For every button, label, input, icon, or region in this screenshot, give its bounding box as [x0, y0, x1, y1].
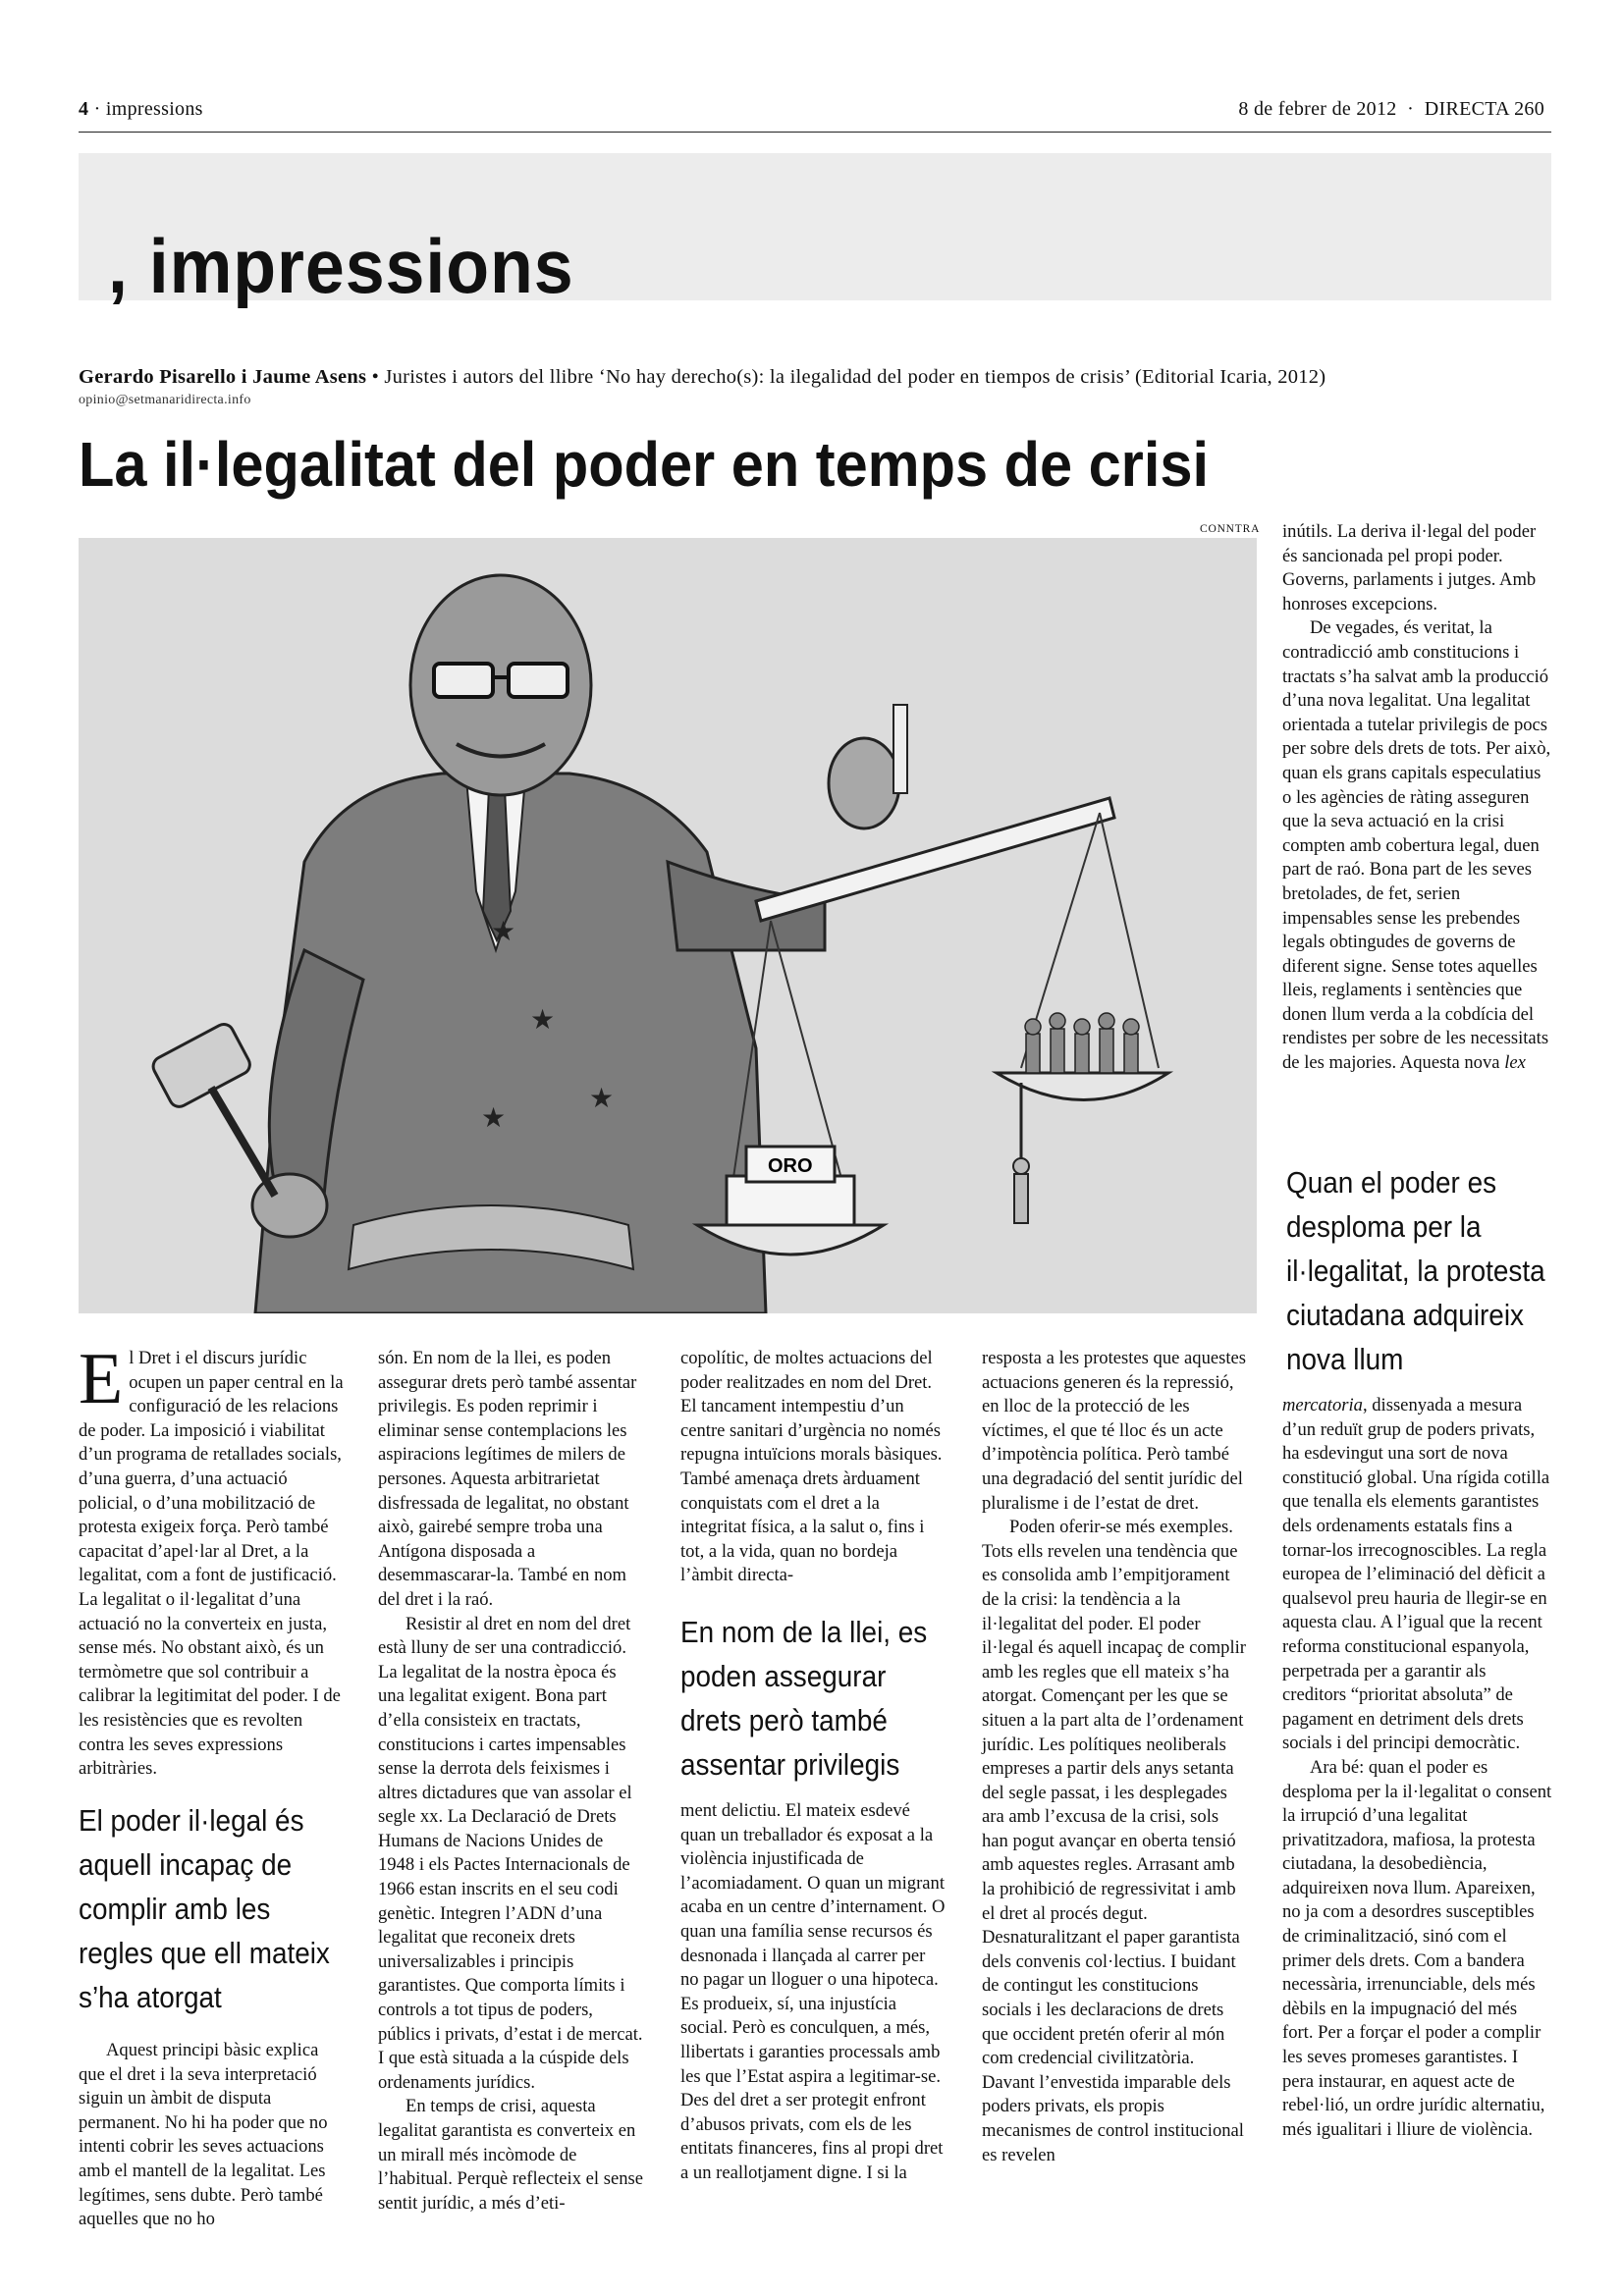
article-column-5 — [1282, 520, 1552, 1076]
svg-text:★: ★ — [481, 1103, 507, 1134]
article-column-5b — [1282, 1394, 1552, 2142]
col4-paragraph-2: Poden oferir-se més exemples. Tots ells revelen una tendència que es consolida amb l’empitjorament de la crisi: la tendència a la il·legalitat del poder. El poder il·legal és aquell incapaç de complir amb les regles que ell mateix s’ha atorgat. Començant per les que se situen a la part alta de l’ordenament jurídic. Les polítiques neoliberals empreses a partir dels anys setanta del segle passat, i les desplegades ara amb l’excusa de la crisi, sols han pogut avançar en oberta tensió amb aquestes regles. Arrasant amb la prohibició de regressivitat i amb el dret al procés degut. Desnaturalitzant el paper garantista dels convenis col·lectius. I buidant de contingut les constitucions socials i les declaracions de drets que occident pretén oferir al món com credencial civilitzatòria. Davant l’envestida imparable dels poders privats, els propis mecanismes de control institucional es revelen — [982, 1517, 1246, 2165]
article-column-2 — [378, 1347, 643, 2216]
illustration — [79, 538, 1257, 1313]
col1-paragraph-2: Aquest principi bàsic explica que el dret i la seva interpretació siguin un àmbit de disputa permanent. No hi ha poder que no intenti cobrir les seves actuacions amb el mantell de la legalitat. Les legítimes, sens dubte. Però també aquelles que no ho — [79, 2040, 328, 2230]
article-headline: La il·legalitat del poder en temps de crisi — [79, 429, 1210, 500]
col5-paragraph-3: Ara bé: quan el poder es desploma per la il·legalitat o consent la irrupció d’una legalitat privatitzadora, mafiosa, la protesta ciutadana, la desobediència, adquireixen nova llum. Apareixen, no ja com a desordres susceptibles de criminalització, sinó com el primer dels drets. Com a bandera necessària, irrenunciable, dels més dèbils en la impugnació del més fort. Per a forçar el poder a complir les seves promeses garantistes. I pera instaurar, en aquest acte de rebel·lió, un ordre jurídic alternatiu, més igualitari i lliure de violència. — [1282, 1756, 1552, 2140]
article-column-1b — [79, 2039, 344, 2232]
col2-paragraph-3: En temps de crisi, aquesta legalitat garantista es converteix en un mirall més incòmode de l’habitual. Perquè reflecteix el sense sentit jurídic, a més d’eti- — [378, 2096, 644, 2214]
gold-bar-label: ORO — [768, 1155, 813, 1177]
col2-paragraph-1: són. En nom de la llei, es poden assegurar drets però també assentar privilegis. Es poden reprimir i eliminar sense contemplacions les aspiracions legítimes de milers de persones. Aquesta arbitrarietat disfressada de legalitat, no obstant això, gairebé sempre troba una Antígona disposada a desemmascarar-la. També en nom del dret i la raó. — [378, 1348, 637, 1610]
article-column-1 — [79, 1339, 344, 1782]
author-bio: Juristes i autors del llibre ‘No hay derecho(s): la ilegalidad del poder en tiempos de crisis’ (Editorial Icaria, 2012) — [384, 366, 1326, 388]
byline: Gerardo Pisarello i Jaume Asens • Juristes i autors del llibre ‘No hay derecho(s): la ilegalidad del poder en tiempos de crisis’ (Editorial Icaria, 2012) — [79, 366, 1326, 388]
pull-quote-3: Quan el poder es desploma per la il·legalitat, la protesta ciutadana adquireix nova llum — [1286, 1165, 1545, 1376]
issue-date: 8 de febrer de 2012 — [1238, 98, 1397, 120]
col5-paragraph-2: , dissenyada a mesura d’un reduït grup de poders privats, ha esdevingut una sort de nova constitució global. Una rígida cotilla que tenalla els elements garantistes dels ordenaments estatals fins a tornar-los irrecognoscibles. La regla europea de l’eliminació del dèficit a qualsevol preu hauria de llegir-se en aquesta clau. A l’igual que la recent reforma constitucional espanyola, perpetrada per a garantir als creditors “prioritat absoluta” de pagament en detriment dels drets socials i del principi democràtic. — [1282, 1395, 1550, 1754]
pull-quote-1: El poder il·legal és aquell incapaç de complir amb les regles que ell mateix s’ha atorgat — [79, 1803, 330, 2014]
author-email: opinio@setmanaridirecta.info — [79, 393, 251, 407]
col1-paragraph-1: l Dret i el discurs jurídic ocupen un paper central en la configuració de les relacions de poder. La imposició i viabilitat d’un programa de retallades socials, d’una guerra, d’una actuació policial, o d’una mobilització de protesta exigeix força. Però també capacitat d’apel·lar al Dret, a la legalitat, com a font de justificació. La legalitat o il·legalitat d’una actuació no la converteix en justa, sense més. No obstant això, és un termòmetre que sol contribuir a calibrar la legitimitat del poder. I de les resistències que es revolten contra les seves expressions arbitràries. — [79, 1348, 344, 1780]
col5-mercatoria: mercatoria — [1282, 1395, 1363, 1415]
illustration-credit: CONNTRA — [1200, 523, 1261, 535]
header-divider — [79, 132, 1551, 133]
pull-quote-2: En nom de la llei, es poden assegurar drets però també assentar privilegis — [680, 1615, 928, 1782]
drop-cap: E — [79, 1339, 124, 1419]
col5-lex: lex — [1504, 1052, 1526, 1074]
page-header-left: 4 · impressions — [79, 98, 203, 120]
page-number: 4 — [79, 98, 89, 120]
col3-paragraph-2: ment delictiu. El mateix esdevé quan un treballador és exposat a la violència injustificada de l’acomiadament. O quan un migrant acaba en un centre d’internament. O quan una família sense recursos és desnonada i llançada al carrer per no pagar un lloguer o una hipoteca. Es produeix, sí, una injustícia social. Però es conculquen, a més, llibertats i garanties processals amb les que l’Estat aspira a legitimar-se. Des del dret a ser protegit enfront d’abusos privats, com els de les entitats financeres, fins al propi dret a un reallotjament digne. I si la — [680, 1800, 946, 2183]
col3-paragraph-1: copolític, de moltes actuacions del poder realitzades en nom del Dret. El tancament intempestiu d’un centre sanitari d’urgència no només repugna intuïcions morals bàsiques. També amenaça drets àrduament conquistats com el dret a la integritat física, a la salut o, fins i tot, a la vida, quan no bordeja l’àmbit directa- — [680, 1348, 943, 1586]
col4-paragraph-1: resposta a les protestes que aquestes actuacions generen és la repressió, en lloc de la protecció de les víctimes, el que té lloc és un acte d’impotència política. Però també una degradació del sentit jurídic del pluralisme i de l’estat de dret. — [982, 1348, 1247, 1514]
publication-name: DIRECTA 260 — [1424, 98, 1544, 120]
article-column-3 — [680, 1347, 946, 1588]
article-column-3b — [680, 1799, 946, 2186]
judge-with-scales-illustration — [79, 538, 1257, 1313]
article-column-4 — [982, 1347, 1247, 2167]
svg-text:★: ★ — [589, 1084, 615, 1114]
authors: Gerardo Pisarello i Jaume Asens — [79, 366, 367, 388]
svg-text:★: ★ — [491, 917, 516, 947]
svg-text:★: ★ — [530, 1005, 556, 1036]
section-name: impressions — [105, 98, 203, 120]
col5-paragraph-1b: De vegades, és veritat, la contradicció amb constitucions i tractats s’ha salvat amb la producció d’una nova legalitat. Una legalitat orientada a tutelar privilegis de pocs per sobre dels drets de tots. Per això, quan els grans capitals especulatius o les agències de ràting asseguren que la seva actuació en la crisi compten amb cobertura legal, duen part de raó. Bona part de les seves bretolades, de fet, serien impensables sense les prebendes legals obtingudes de governs de diferent signe. Sense totes aquelles lleis, reglaments i sentències que donen llum verda a la cobdícia del rendistes per sobre de les necessitats de les majories. Aquesta nova — [1282, 617, 1551, 1074]
section-title: , impressions — [108, 223, 574, 309]
page-header-right: 8 de febrer de 2012 · DIRECTA 260 — [1238, 98, 1544, 120]
col5-paragraph-1a: inútils. La deriva il·legal del poder és sancionada pel propi poder. Governs, parlaments i jutges. Amb honroses excepcions. — [1282, 521, 1537, 614]
col2-paragraph-2: Resistir al dret en nom del dret està lluny de ser una contradicció. La legalitat de la nostra època és una legalitat exigent. Bona part d’ella consisteix en tractats, constitucions i cartes impensables sense la derrota dels feixismes i altres dictadures que van assolar el segle xx. La Declaració de Drets Humans de Nacions Unides de 1948 i els Pactes Internacionals de 1966 estan inscrits en el seu codi genètic. Integren l’ADN d’una legalitat que reconeix drets universalizables i principis garantistes. Que comporta límits i controls a tot tipus de poders, públics i privats, d’estat i de mercat. I que està situada a la cúspide dels ordenaments jurídics. — [378, 1613, 643, 2093]
